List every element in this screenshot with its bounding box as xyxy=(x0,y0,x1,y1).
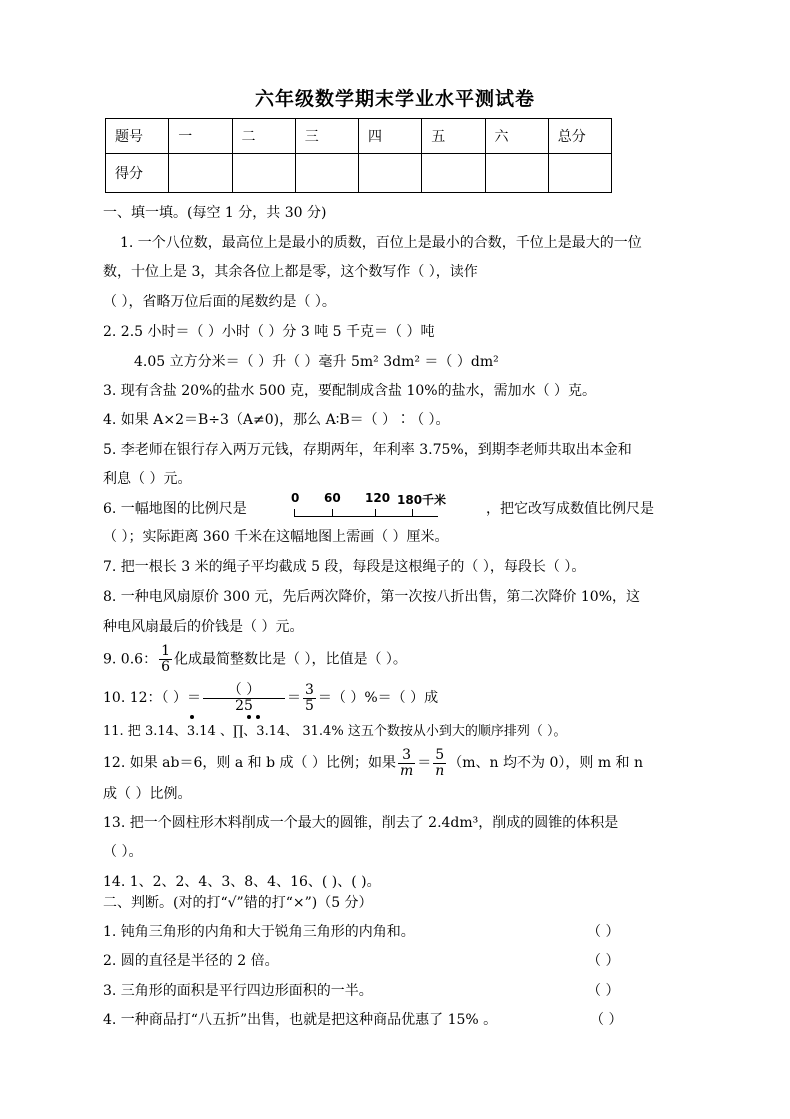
q2-line1: 2. 2.5 小时＝（ ）小时（ ）分 3 吨 5 千克＝（ ）吨 xyxy=(103,324,435,340)
judge-item: 3. 三角形的面积是平行四边形面积的一半。 xyxy=(103,983,373,999)
page-title: 六年级数学期末学业水平测试卷 xyxy=(254,88,535,110)
scale-bar xyxy=(282,491,454,527)
score-header-cell: 五 xyxy=(422,119,485,154)
q1-line3: （ ），省略万位后面的尾数约是（ ）。 xyxy=(103,294,336,310)
section2-heading: 二、判断。(对的打“√”错的打“×”)（5 分） xyxy=(103,895,373,911)
q6-prefix: 6. 一幅地图的比例尺是 xyxy=(103,501,247,517)
q9-prefix: 9. 0.6： xyxy=(103,651,158,668)
judge-answer-blank[interactable]: （ ） xyxy=(587,983,620,999)
score-cell[interactable] xyxy=(485,154,548,193)
q8-line1: 8. 一种电风扇原价 300 元，先后两次降价，第一次按八折出售，第二次降价 10%，这 xyxy=(103,589,640,605)
score-header-cell: 六 xyxy=(485,119,548,154)
q3-text: 3. 现有含盐 20%的盐水 500 克，要配制成含盐 10%的盐水，需加水（ ）克。 xyxy=(103,383,597,399)
score-header-cell: 三 xyxy=(295,119,358,154)
q4-text: 4. 如果 A×2＝B÷3（A≠0)，那么 A∶B＝（ ）∶（ ）。 xyxy=(103,412,450,428)
q1-line2: 数，十位上是 3，其余各位上都是零，这个数写作（ ），读作 xyxy=(103,264,478,280)
repeating-decimal-dot xyxy=(190,715,194,719)
q12-equals: ＝ xyxy=(417,755,432,771)
score-header-cell: 题号 xyxy=(106,119,169,154)
q6-line2: （ ）；实际距离 360 千米在这幅地图上需画（ ）厘米。 xyxy=(103,529,449,545)
repeating-decimal-dot xyxy=(256,715,260,719)
q9-suffix: 化成最简整数比是（ ），比值是（ ）。 xyxy=(174,651,407,668)
q12-fraction xyxy=(398,748,415,779)
q12-prefix: 12. 如果 ab＝6，则 a 和 b 成（ ）比例；如果 xyxy=(103,755,396,771)
q10-prefix: 10. 12：（ ）＝ xyxy=(103,690,201,706)
q12-denominator: n xyxy=(435,762,445,779)
q10-suffix: ＝（ ）%＝（ ）成 xyxy=(317,690,439,706)
score-cell[interactable] xyxy=(169,154,232,193)
q6-suffix: ，把它改写成数值比例尺是 xyxy=(486,501,654,517)
q8-line2: 种电风扇最后的价钱是（ ）元。 xyxy=(103,619,304,635)
q10-denominator: 5 xyxy=(304,697,314,714)
score-cell[interactable] xyxy=(295,154,358,193)
q7-text: 7. 把一根长 3 米的绳子平均截成 5 段，每段是这根绳子的（ ），每段长（ ）。 xyxy=(103,559,586,575)
scale-tick xyxy=(375,509,376,516)
scale-label: 0 xyxy=(291,491,300,505)
q10-denominator: 25 xyxy=(235,697,253,714)
score-header-cell: 总分 xyxy=(548,119,611,154)
q12-fraction xyxy=(433,748,446,779)
score-table xyxy=(105,118,612,193)
judge-item: 2. 圆的直径是半径的 2 倍。 xyxy=(103,953,279,969)
judge-answer-blank[interactable]: （ ） xyxy=(587,953,620,969)
scale-tick xyxy=(294,509,295,516)
q10-equals: ＝ xyxy=(286,690,301,706)
q13-line1: 13. 把一个圆柱形木料削成一个最大的圆锥，削去了 2.4dm³，削成的圆锥的体积是 xyxy=(103,815,619,831)
q12-suffix: （m、n 均不为 0），则 m 和 n xyxy=(448,755,644,771)
q9-fraction xyxy=(159,644,172,675)
judge-item: 4. 一种商品打“八五折”出售，也就是把这种商品优惠了 15% 。 xyxy=(103,1012,498,1028)
scale-tick xyxy=(412,509,413,516)
q12-numerator: 5 xyxy=(433,748,446,764)
q13-line2: （ ）。 xyxy=(103,844,143,860)
q12-denominator: m xyxy=(399,762,414,779)
q9-numerator: 1 xyxy=(161,643,170,659)
score-table-header-row xyxy=(106,119,612,154)
repeating-decimal-dot xyxy=(247,715,251,719)
score-cell[interactable] xyxy=(422,154,485,193)
judge-answer-blank[interactable]: （ ） xyxy=(587,924,620,940)
score-cell[interactable] xyxy=(548,154,611,193)
section1-heading: 一、填一填。(每空 1 分，共 30 分) xyxy=(103,205,327,221)
q5-line2: 利息（ ）元。 xyxy=(103,471,192,487)
score-cell[interactable] xyxy=(232,154,295,193)
q1-line1: 1. 一个八位数，最高位上是最小的质数，百位上是最小的合数，千位上是最大的一位 xyxy=(120,235,642,251)
judge-answer-blank[interactable]: （ ） xyxy=(590,1012,623,1028)
scale-tick xyxy=(332,509,333,516)
q10-numerator-blank: （ ） xyxy=(203,683,285,699)
scale-label: 120 xyxy=(365,491,391,505)
q10-line xyxy=(103,681,438,715)
q10-fraction xyxy=(303,683,316,714)
q10-fraction-blank xyxy=(203,683,285,714)
q11-text: 11. 把 3.14、3.14 、∏、3.14、 31.4% 这五个数按从小到大的顺序排列（ ）。 xyxy=(103,724,567,739)
q9-denominator: 6 xyxy=(161,659,170,675)
score-header-cell: 二 xyxy=(232,119,295,154)
q2-line2: 4.05 立方分米＝（ ）升（ ）毫升 5m² 3dm² ＝（ ）dm² xyxy=(134,354,499,370)
scale-axis-line xyxy=(294,516,438,517)
judge-item: 1. 钝角三角形的内角和大于锐角三角形的内角和。 xyxy=(103,924,415,940)
q12-numerator: 3 xyxy=(398,748,415,764)
q9-line xyxy=(103,644,407,675)
score-table-score-row xyxy=(106,154,612,193)
q10-numerator: 3 xyxy=(304,681,314,698)
q5-line1: 5. 李老师在银行存入两万元钱，存期两年，年利率 3.75%，到期李老师共取出本金和 xyxy=(103,442,632,458)
scale-label: 60 xyxy=(324,491,341,505)
q12-line1 xyxy=(103,746,643,780)
score-header-cell: 四 xyxy=(359,119,422,154)
scale-label: 180千米 xyxy=(397,493,447,507)
q12-line2: 成（ ）比例。 xyxy=(103,786,192,802)
score-cell[interactable] xyxy=(359,154,422,193)
score-header-cell: 一 xyxy=(169,119,232,154)
q14-text: 14. 1、2、2、4、3、8、4、16、( )、( )。 xyxy=(103,874,381,890)
score-row-label: 得分 xyxy=(106,154,169,193)
